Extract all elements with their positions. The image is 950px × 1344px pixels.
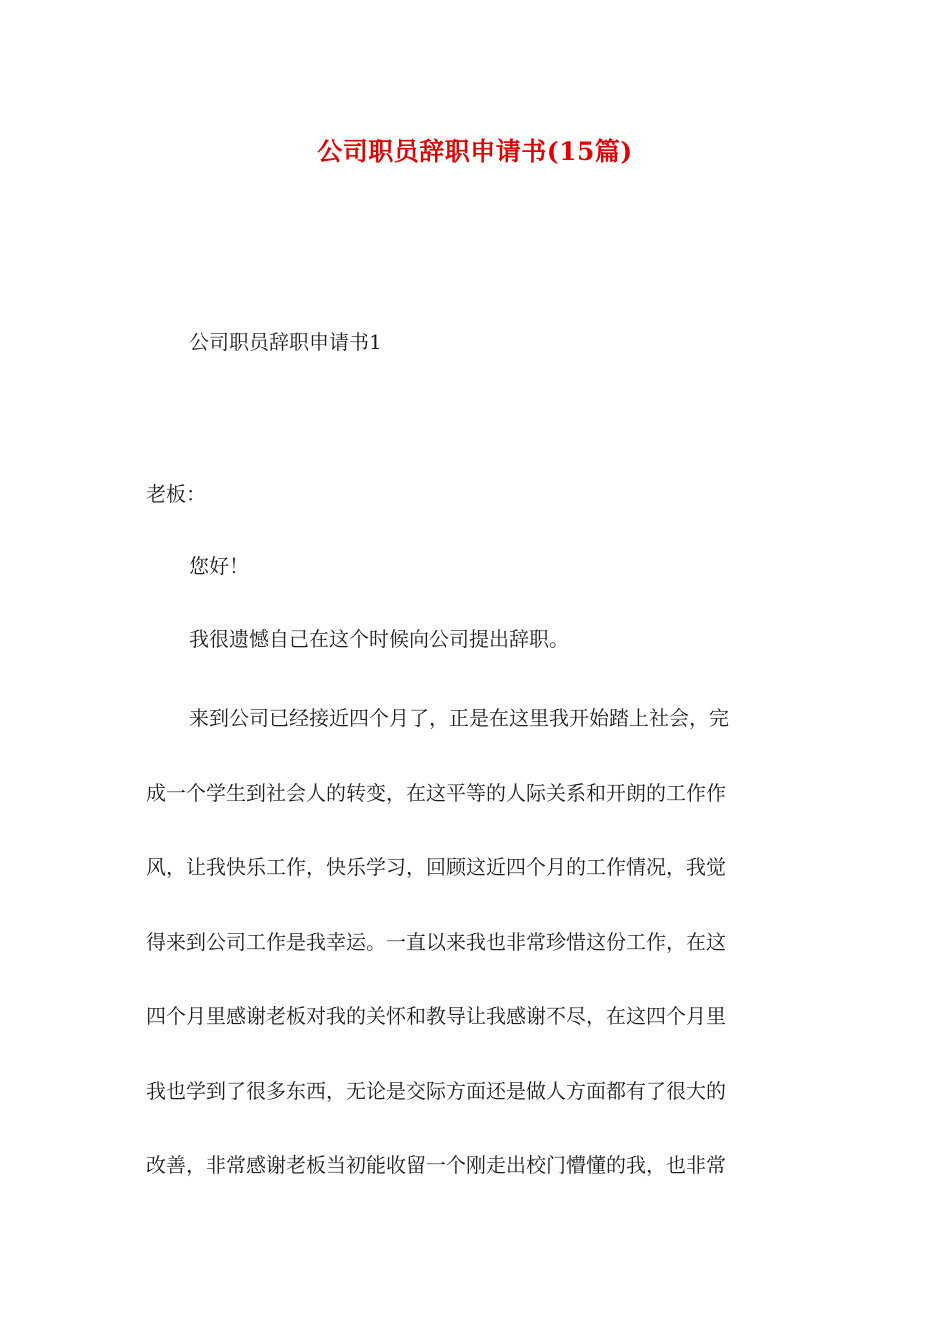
paragraph-line: 来到公司已经接近四个月了，正是在这里我开始踏上社会，完 [189, 706, 729, 730]
paragraph-line: 改善，非常感谢老板当初能收留一个刚走出校门懵懂的我，也非常 [146, 1153, 726, 1177]
paragraph-line: 我也学到了很多东西，无论是交际方面还是做人方面都有了很大的 [146, 1078, 726, 1103]
paragraph-line: 得来到公司工作是我幸运。一直以来我也非常珍惜这份工作，在这 [146, 929, 726, 954]
section-heading: 公司职员辞职申请书1 [189, 330, 382, 354]
salutation: 老板： [146, 482, 206, 506]
paragraph-2 [146, 698, 806, 1220]
paragraph-1: 我很遗憾自己在这个时候向公司提出辞职。 [189, 627, 569, 651]
greeting: 您好！ [189, 554, 249, 578]
document-title: 公司职员辞职申请书(15篇) [317, 137, 633, 166]
paragraph-line: 风，让我快乐工作，快乐学习，回顾这近四个月的工作情况，我觉 [146, 855, 726, 879]
paragraph-line: 四个月里感谢老板对我的关怀和教导让我感谢不尽，在这四个月里 [146, 1004, 726, 1028]
paragraph-line: 成一个学生到社会人的转变，在这平等的人际关系和开朗的工作作 [146, 780, 726, 805]
